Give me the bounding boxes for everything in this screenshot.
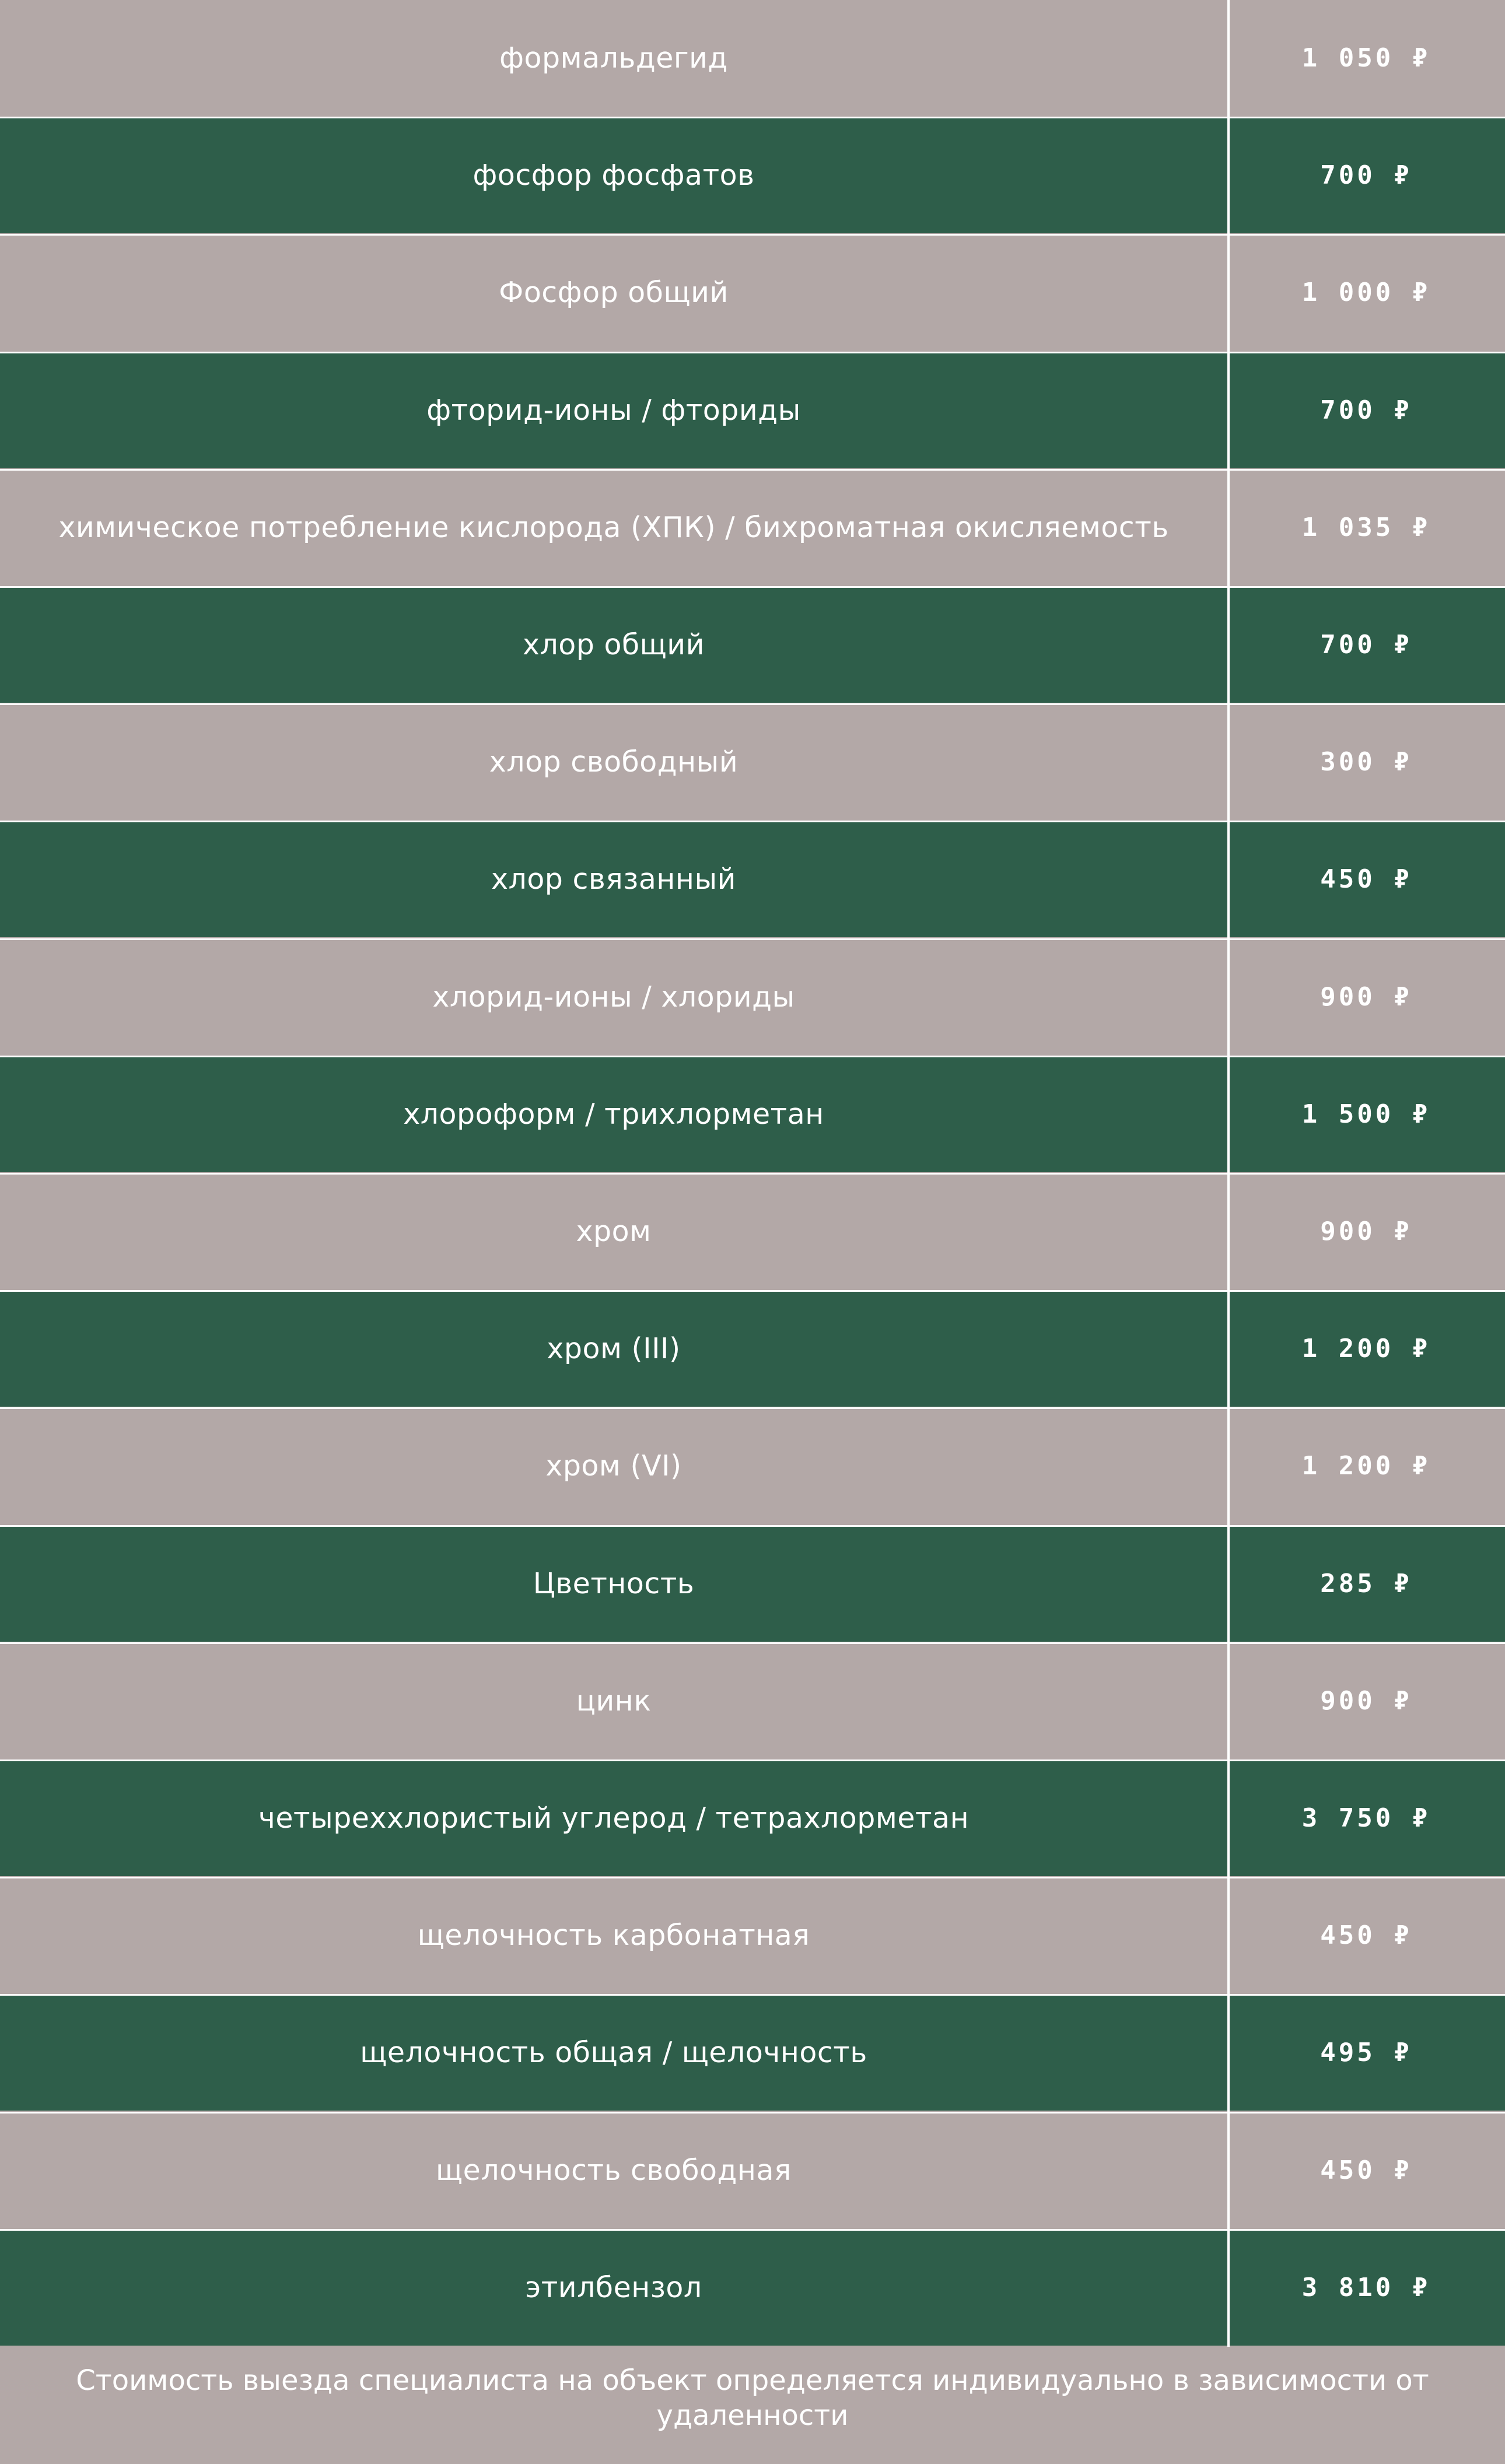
analyte-price: 1 050 ₽ bbox=[1301, 43, 1431, 73]
table-row bbox=[0, 2112, 1505, 2228]
table-row bbox=[0, 1877, 1505, 1993]
analyte-name: химическое потребление кислорода (ХПК) / бихроматная окисляемость bbox=[58, 510, 1169, 544]
table-row bbox=[0, 939, 1505, 1055]
analyte-name: хлороформ / трихлорметан bbox=[403, 1097, 824, 1131]
analyte-name: фторид-ионы / фториды bbox=[426, 393, 801, 427]
table-row bbox=[0, 352, 1505, 468]
row-divider bbox=[0, 1407, 1505, 1409]
analyte-price: 700 ₽ bbox=[1320, 630, 1412, 660]
analyte-price: 1 200 ₽ bbox=[1301, 1451, 1431, 1481]
row-divider bbox=[0, 1525, 1505, 1527]
row-divider bbox=[0, 703, 1505, 705]
row-divider bbox=[0, 117, 1505, 118]
analyte-name: хром bbox=[576, 1215, 652, 1248]
table-row bbox=[0, 1408, 1505, 1524]
table-row bbox=[0, 821, 1505, 937]
analyte-name: хром (VI) bbox=[545, 1449, 682, 1483]
analyte-name: хром (III) bbox=[547, 1332, 681, 1366]
analyte-price: 1 200 ₽ bbox=[1301, 1334, 1431, 1364]
analyte-price: 450 ₽ bbox=[1320, 1920, 1412, 1951]
analyte-name: четыреххлористый углерод / тетрахлорметан bbox=[258, 1801, 970, 1835]
analyte-price: 1 500 ₽ bbox=[1301, 1099, 1431, 1129]
row-divider bbox=[0, 938, 1505, 940]
table-row bbox=[0, 704, 1505, 820]
analyte-name: фосфор фосфатов bbox=[473, 159, 755, 192]
analyte-price: 300 ₽ bbox=[1320, 747, 1412, 777]
analyte-price: 495 ₽ bbox=[1320, 2038, 1412, 2068]
row-divider bbox=[0, 1173, 1505, 1175]
analyte-price: 700 ₽ bbox=[1320, 395, 1412, 425]
row-divider bbox=[0, 1760, 1505, 1761]
row-divider bbox=[0, 586, 1505, 588]
analyte-name: хлор связанный bbox=[491, 863, 736, 896]
analyte-price: 3 750 ₽ bbox=[1301, 1803, 1431, 1833]
analyte-name: хлорид-ионы / хлориды bbox=[432, 980, 795, 1014]
analyte-price: 1 000 ₽ bbox=[1301, 278, 1431, 308]
analyte-price: 700 ₽ bbox=[1320, 160, 1412, 191]
analyte-name: щелочность карбонатная bbox=[417, 1919, 810, 1953]
analyte-name: щелочность общая / щелочность bbox=[360, 2036, 867, 2070]
table-row bbox=[0, 1173, 1505, 1289]
table-row bbox=[0, 0, 1505, 116]
row-divider bbox=[0, 352, 1505, 353]
analyte-name: формальдегид bbox=[499, 41, 728, 75]
analyte-price: 285 ₽ bbox=[1320, 1568, 1412, 1599]
table-row bbox=[0, 1526, 1505, 1642]
row-divider bbox=[0, 1056, 1505, 1057]
analyte-price: 900 ₽ bbox=[1320, 1685, 1412, 1716]
table-row bbox=[0, 469, 1505, 586]
footnote-text: Стоимость выезда специалиста на объект определяется индивидуально в зависимости от удаленности bbox=[76, 2364, 1429, 2432]
table-row bbox=[0, 234, 1505, 351]
row-divider bbox=[0, 1290, 1505, 1292]
table-row bbox=[0, 1056, 1505, 1172]
analyte-price: 3 810 ₽ bbox=[1301, 2272, 1431, 2302]
analyte-price: 900 ₽ bbox=[1320, 982, 1412, 1012]
row-divider bbox=[0, 821, 1505, 822]
column-divider bbox=[1227, 0, 1230, 2347]
analyte-price: 450 ₽ bbox=[1320, 864, 1412, 895]
analyte-name: цинк bbox=[576, 1684, 652, 1718]
analyte-name: Фосфор общий bbox=[499, 276, 729, 310]
analyte-price: 1 035 ₽ bbox=[1301, 512, 1431, 542]
analyte-price: 450 ₽ bbox=[1320, 2155, 1412, 2185]
analyte-name: хлор общий bbox=[522, 628, 705, 661]
row-divider bbox=[0, 469, 1505, 471]
analyte-name: этилбензол bbox=[525, 2270, 702, 2304]
row-divider bbox=[0, 234, 1505, 236]
row-divider bbox=[0, 2229, 1505, 2231]
analyte-name: хлор свободный bbox=[489, 745, 738, 779]
row-divider bbox=[0, 1877, 1505, 1878]
table-row bbox=[0, 2230, 1505, 2346]
table-row bbox=[0, 1995, 1505, 2111]
table-row bbox=[0, 1291, 1505, 1407]
analyte-price: 900 ₽ bbox=[1320, 1217, 1412, 1246]
table-row bbox=[0, 1760, 1505, 1876]
table-row bbox=[0, 587, 1505, 703]
table-row bbox=[0, 1643, 1505, 1759]
analyte-name: Цветность bbox=[533, 1566, 695, 1600]
table-row bbox=[0, 117, 1505, 233]
row-divider bbox=[0, 2112, 1505, 2113]
row-divider bbox=[0, 1994, 1505, 1996]
row-divider bbox=[0, 1642, 1505, 1644]
analyte-name: щелочность свободная bbox=[436, 2153, 792, 2187]
